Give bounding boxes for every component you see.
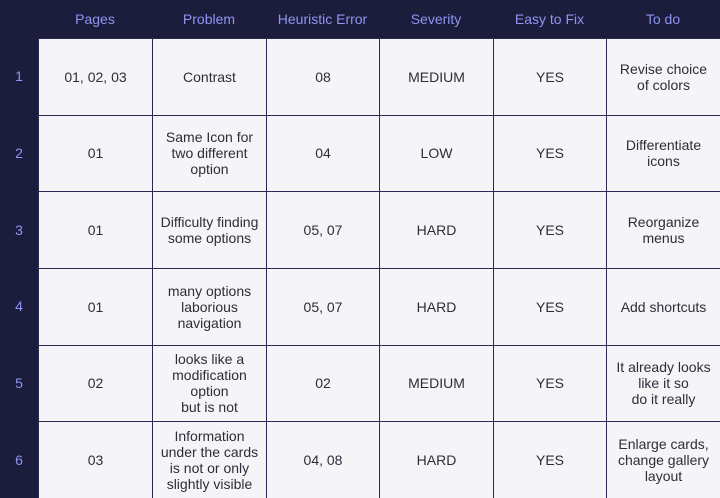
row-number: 4 bbox=[15, 298, 23, 315]
header-pages: Pages bbox=[75, 11, 115, 27]
header-severity: Severity bbox=[410, 11, 462, 27]
cell-easy-to-fix: YES bbox=[493, 191, 606, 268]
cell-problem: Difficulty finding some options bbox=[152, 191, 266, 268]
row-number: 3 bbox=[15, 221, 23, 238]
header-problem: Problem bbox=[182, 11, 236, 27]
cell-to-do: Reorganize menus bbox=[606, 191, 720, 268]
cell-to-do: Differentiate icons bbox=[606, 115, 720, 192]
cell-to-do: Add shortcuts bbox=[606, 268, 720, 345]
header-to-do: To do bbox=[645, 11, 681, 27]
cell-heuristic-error: 05, 07 bbox=[266, 268, 379, 345]
cell-easy-to-fix: YES bbox=[493, 38, 606, 115]
cell-problem: Same Icon for two different option bbox=[152, 115, 266, 192]
cell-heuristic-error: 08 bbox=[266, 38, 379, 115]
header-heuristic-error: Heuristic Error bbox=[277, 11, 368, 27]
cell-problem: Contrast bbox=[152, 38, 266, 115]
cell-heuristic-error: 05, 07 bbox=[266, 191, 379, 268]
cell-heuristic-error: 02 bbox=[266, 345, 379, 422]
row-number: 1 bbox=[15, 68, 23, 85]
cell-pages: 01 bbox=[38, 115, 152, 192]
row-number: 6 bbox=[15, 451, 23, 468]
cell-to-do: Revise choice of colors bbox=[606, 38, 720, 115]
cell-easy-to-fix: YES bbox=[493, 421, 606, 498]
cell-severity: HARD bbox=[379, 191, 493, 268]
cell-to-do: It already looks like it so do it really bbox=[606, 345, 720, 422]
cell-severity: MEDIUM bbox=[379, 38, 493, 115]
cell-pages: 01 bbox=[38, 191, 152, 268]
cell-problem: looks like a modification option but is not bbox=[152, 345, 266, 422]
cell-heuristic-error: 04, 08 bbox=[266, 421, 379, 498]
cell-problem: Information under the cards is not or only slightly visible bbox=[152, 421, 266, 498]
cell-severity: HARD bbox=[379, 421, 493, 498]
cell-easy-to-fix: YES bbox=[493, 115, 606, 192]
cell-easy-to-fix: YES bbox=[493, 345, 606, 422]
header-corner bbox=[0, 0, 38, 38]
cell-pages: 02 bbox=[38, 345, 152, 422]
cell-severity: LOW bbox=[379, 115, 493, 192]
row-number: 2 bbox=[15, 144, 23, 161]
cell-severity: MEDIUM bbox=[379, 345, 493, 422]
cell-pages: 03 bbox=[38, 421, 152, 498]
cell-heuristic-error: 04 bbox=[266, 115, 379, 192]
row-number: 5 bbox=[15, 374, 23, 391]
cell-problem: many options laborious navigation bbox=[152, 268, 266, 345]
cell-pages: 01 bbox=[38, 268, 152, 345]
cell-severity: HARD bbox=[379, 268, 493, 345]
cell-to-do: Enlarge cards, change gallery layout bbox=[606, 421, 720, 498]
cell-pages: 01, 02, 03 bbox=[38, 38, 152, 115]
header-easy-to-fix: Easy to Fix bbox=[514, 11, 585, 27]
cell-easy-to-fix: YES bbox=[493, 268, 606, 345]
